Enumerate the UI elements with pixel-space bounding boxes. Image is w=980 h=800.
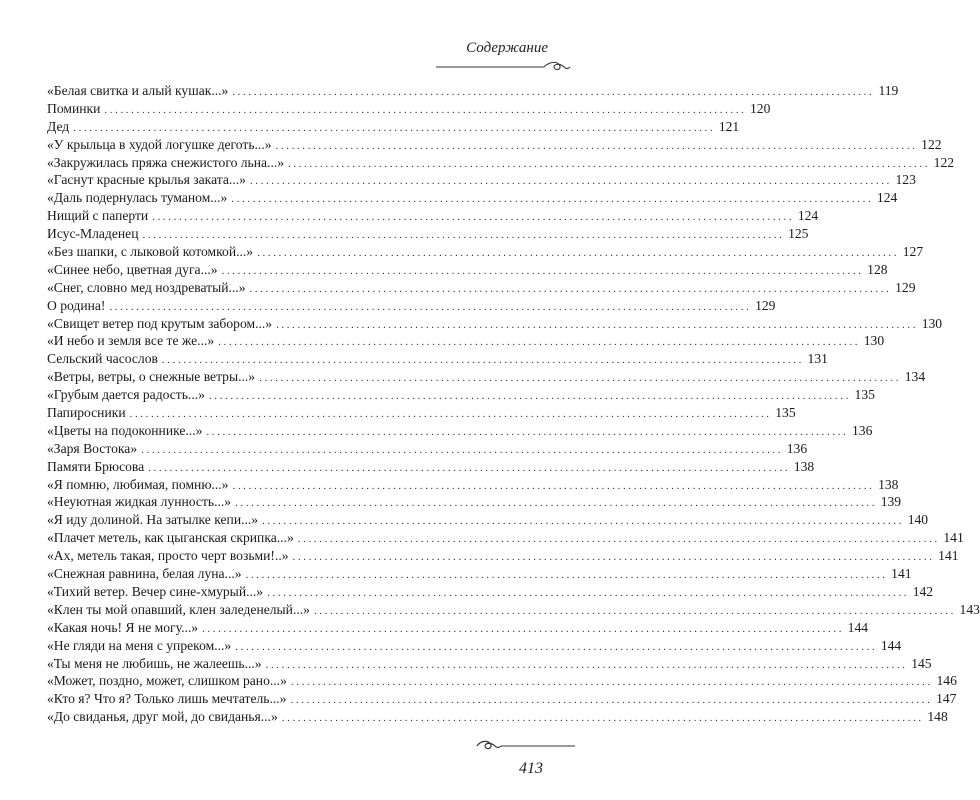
toc-leader-dots: ........................................................................................................................ [245,569,888,582]
toc-entry-page: 148 [927,709,948,725]
toc-leader-dots: ........................................................................................................................ [259,372,902,385]
section-title: Содержание [466,40,548,56]
toc-leader-dots: ........................................................................................................................ [288,157,931,170]
toc-entry [47,261,888,279]
toc-entry-page: 141 [891,566,912,582]
toc-entry-page: 129 [755,297,776,313]
toc-entry-page: 128 [867,261,888,277]
toc-entry [47,118,740,136]
toc-leader-dots: ........................................................................................................................ [208,390,851,403]
toc-leader-dots: ........................................................................................................................ [141,443,784,456]
toc-entry [47,511,929,529]
toc-entry-page: 120 [750,100,771,116]
toc-entry-page: 135 [775,405,796,421]
toc-entry [47,529,964,547]
toc-entry-page: 124 [797,208,819,224]
toc-entry-page: 136 [852,422,873,438]
toc-leader-dots: ........................................................................................................................ [276,318,919,331]
toc-entry-title: «Грубым дается радость...» [47,387,205,403]
toc-entry-title: Папиросники [47,405,126,421]
toc-entry-page: 147 [936,691,957,707]
toc-leader-dots: ........................................................................................................................ [262,515,905,528]
toc-entry-page: 131 [807,351,828,367]
toc-entry-page: 144 [880,637,902,653]
toc-entry [47,422,873,440]
toc-leader-dots: ........................................................................................................................ [109,300,752,313]
toc-entry-page: 141 [943,530,964,546]
toc-entry-page: 138 [878,476,899,492]
toc-leader-dots: ........................................................................................................................ [297,533,940,546]
toc-leader-dots: ........................................................................................................................ [292,551,935,564]
toc-entry [47,82,899,100]
toc-entry-page: 123 [895,172,916,188]
toc-entry-title: «И небо и земля все те же...» [47,333,215,349]
toc-leader-dots: ........................................................................................................................ [148,461,791,474]
toc-entry-page: 119 [878,83,899,98]
toc-leader-dots: ........................................................................................................................ [235,497,878,510]
toc-entry-title: «Тихий ветер. Вечер сине-хмурый...» [47,583,264,599]
toc-entry [47,619,869,637]
toc-entry [47,583,934,601]
toc-entry-title: О родина! [47,297,106,313]
table-of-contents [47,82,980,726]
toc-entry-title: «Гаснут красные крылья заката...» [47,172,246,188]
toc-entry-page: 140 [907,512,929,528]
toc-entry [47,136,942,154]
toc-entry [47,672,957,690]
toc-entry [47,297,776,315]
toc-leader-dots: ........................................................................................................................ [290,694,933,707]
toc-entry [47,100,771,118]
toc-leader-dots: ........................................................................................................................ [104,103,747,116]
toc-leader-dots: ........................................................................................................................ [249,282,892,295]
toc-entry-title: «У крыльца в худой логушке деготь...» [47,136,272,152]
toc-entry [47,493,902,511]
toc-entry-title: Нищий с паперти [47,208,149,224]
page-number: 413 [519,760,543,777]
toc-leader-dots: ........................................................................................................................ [281,712,924,725]
toc-entry-title: «Я иду долиной. На затылке кепи...» [47,512,259,528]
toc-entry-page: 138 [793,458,815,474]
toc-entry-title: «Плачет метель, как цыганская скрипка...» [47,530,294,546]
toc-entry-title: «Закружилась пряжа снежистого льна...» [47,154,285,170]
toc-entry-title: «До свиданья, друг мой, до свиданья...» [47,709,278,725]
toc-leader-dots: ........................................................................................................................ [202,622,845,635]
toc-leader-dots: ........................................................................................................................ [221,264,864,277]
toc-entry [47,243,924,261]
toc-entry-page: 121 [718,118,740,134]
toc-entry-page: 141 [938,548,959,564]
toc-entry-page: 129 [895,279,916,295]
toc-entry [47,154,955,172]
toc-entry-page: 139 [880,494,902,510]
toc-leader-dots: ........................................................................................................................ [235,640,878,653]
toc-entry-page: 134 [904,369,926,385]
toc-entry-page: 144 [847,619,869,635]
toc-entry-title: «Какая ночь! Я не могу...» [47,619,199,635]
toc-entry-page: 135 [854,387,875,403]
toc-entry-page: 142 [912,583,934,599]
toc-leader-dots: ........................................................................................................................ [265,658,908,671]
toc-leader-dots: ........................................................................................................................ [275,139,918,152]
toc-leader-dots: ........................................................................................................................ [206,425,849,438]
toc-entry-page: 122 [921,136,942,152]
toc-leader-dots: ........................................................................................................................ [129,408,772,421]
toc-entry [47,601,980,619]
toc-entry-page: 122 [933,154,955,170]
toc-entry-title: Памяти Брюсова [47,458,145,474]
toc-entry [47,690,957,708]
toc-entry-title: Поминки [47,100,101,116]
toc-entry-page: 143 [959,601,980,617]
toc-entry-title: Исус-Младенец [47,226,139,242]
toc-entry [47,368,926,386]
toc-entry [47,386,875,404]
toc-entry [47,404,796,422]
toc-entry-title: «Даль подернулась туманом...» [47,190,228,206]
toc-leader-dots: ........................................................................................................................ [267,586,910,599]
toc-entry-title: «Заря Востока» [47,440,138,456]
toc-entry-page: 146 [936,673,957,689]
toc-entry-page: 130 [921,315,943,331]
toc-entry [47,565,912,583]
toc-leader-dots: ........................................................................................................................ [232,86,875,98]
toc-leader-dots: ........................................................................................................................ [290,676,933,689]
toc-entry-title: «Неуютная жидкая лунность...» [47,494,232,510]
toc-entry-page: 127 [902,244,924,260]
header-flourish-icon [436,60,570,74]
toc-entry-title: «Я помню, любимая, помню...» [47,476,229,492]
toc-entry-page: 124 [876,190,898,206]
toc-entry-title: «Синее небо, цветная дуга...» [47,261,218,277]
toc-entry [47,171,916,189]
toc-entry-page: 145 [911,655,932,671]
page-footer [0,738,597,788]
flourish-ornament-icon [475,738,575,754]
toc-entry [47,350,828,368]
toc-leader-dots: ........................................................................................................................ [313,604,956,617]
toc-leader-dots: ........................................................................................................................ [231,193,874,206]
toc-entry-title: Сельский часослов [47,351,158,367]
toc-entry-title: «Цветы на подоконнике...» [47,422,203,438]
toc-entry-page: 136 [786,440,808,456]
toc-leader-dots: ........................................................................................................................ [257,247,900,260]
toc-entry-title: «Снег, словно мед ноздреватый...» [47,279,246,295]
toc-entry [47,637,902,655]
toc-entry [47,332,885,350]
toc-entry [47,655,932,673]
toc-entry [47,279,916,297]
toc-leader-dots: ........................................................................................................................ [73,121,716,134]
toc-entry-page: 130 [863,333,885,349]
toc-entry-title: «Снежная равнина, белая луна...» [47,566,242,582]
toc-entry [47,458,815,476]
toc-leader-dots: ........................................................................................................................ [249,175,892,188]
toc-entry [47,189,898,207]
toc-entry-title: «Ветры, ветры, о снежные ветры...» [47,369,256,385]
toc-entry [47,476,899,494]
toc-entry [47,225,809,243]
toc-entry-title: «Может, поздно, может, слишком рано...» [47,673,287,689]
toc-entry-title: «Кто я? Что я? Только лишь мечтатель...» [47,691,287,707]
toc-entry-title: «Клен ты мой опавший, клен заледенелый...» [47,601,310,617]
toc-entry-title: «Белая свитка и алый кушак...» [47,83,229,98]
toc-entry-title: Дед [47,118,70,134]
toc-leader-dots: ........................................................................................................................ [142,229,785,242]
toc-entry [47,708,948,726]
toc-leader-dots: ........................................................................................................................ [218,336,861,349]
toc-entry [47,440,808,458]
toc-entry-title: «Ты меня не любишь, не жалеешь...» [47,655,262,671]
toc-leader-dots: ........................................................................................................................ [232,479,875,492]
toc-entry-title: «Не гляди на меня с упреком...» [47,637,232,653]
toc-entry-title: «Ах, метель такая, просто черт возьми!..» [47,548,289,564]
toc-entry-title: «Свищет ветер под крутым забором...» [47,315,273,331]
toc-leader-dots: ........................................................................................................................ [152,211,795,224]
toc-leader-dots: ........................................................................................................................ [161,354,804,367]
toc-entry-page: 125 [788,226,809,242]
running-header [410,36,570,66]
toc-entry-title: «Без шапки, с лыковой котомкой...» [47,244,254,260]
toc-entry [47,315,943,333]
toc-entry [47,547,959,565]
toc-entry [47,207,819,225]
